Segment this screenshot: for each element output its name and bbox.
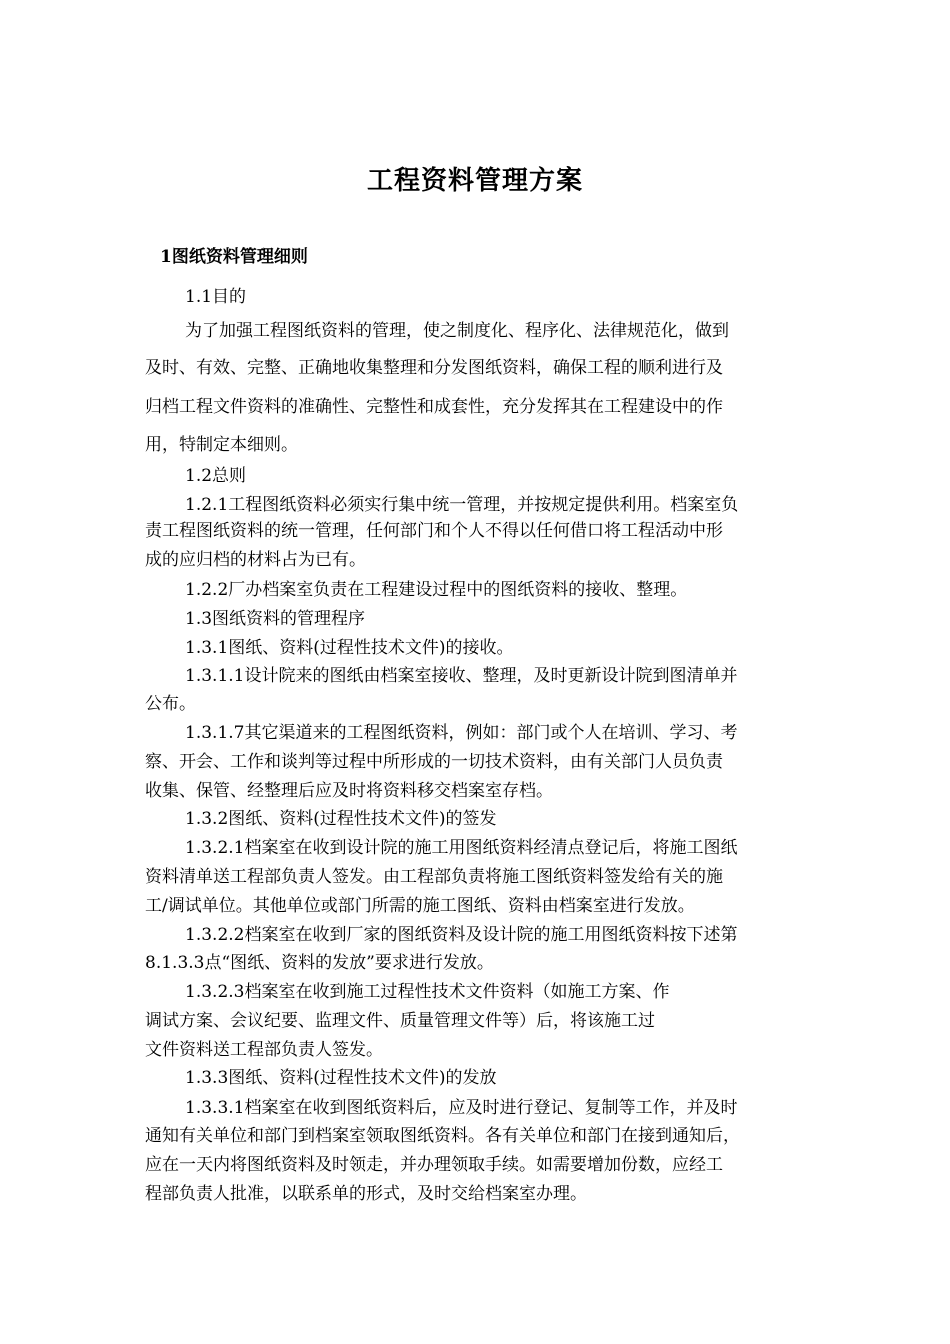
paragraph-line: 1.2.1工程图纸资料必须实行集中统一管理，并按规定提供利用。档案室负: [185, 495, 739, 515]
paragraph-line: 1.3.1.7其它渠道来的工程图纸资料，例如：部门或个人在培训、学习、考: [185, 723, 738, 743]
paragraph-line: 成的应归档的材料占为已有。: [145, 550, 366, 570]
paragraph-line: 资料清单送工程部负责人签发。由工程部负责将施工图纸资料签发给有关的施: [145, 867, 723, 887]
paragraph-line: 1.2.2厂办档案室负责在工程建设过程中的图纸资料的接收、整理。: [185, 580, 688, 600]
paragraph-line: 1.3.2.2档案室在收到厂家的图纸资料及设计院的施工用图纸资料按下述第: [185, 925, 738, 945]
subheading-procedure: 1.3图纸资料的管理程序: [185, 609, 366, 629]
paragraph-line: 文件资料送工程部负责人签发。: [145, 1040, 383, 1060]
section-heading: 1图纸资料管理细则: [160, 247, 308, 267]
paragraph-line: 程部负责人批准，以联系单的形式，及时交给档案室办理。: [145, 1184, 587, 1204]
subheading-distribution: 1.3.3图纸、资料(过程性技术文件)的发放: [185, 1068, 497, 1088]
paragraph-line: 责工程图纸资料的统一管理，任何部门和个人不得以任何借口将工程活动中形: [145, 521, 723, 541]
paragraph-line: 8.1.3.3点“图纸、资料的发放”要求进行发放。: [145, 953, 494, 973]
paragraph-line: 通知有关单位和部门到档案室领取图纸资料。各有关单位和部门在接到通知后，: [145, 1126, 740, 1146]
paragraph-line: 察、开会、工作和谈判等过程中所形成的一切技术资料，由有关部门人员负责: [145, 752, 723, 772]
paragraph-line: 调试方案、会议纪要、监理文件、质量管理文件等）后，将该施工过: [145, 1011, 655, 1031]
paragraph-line: 为了加强工程图纸资料的管理，使之制度化、程序化、法律规范化，做到: [185, 321, 729, 341]
subheading-general: 1.2总则: [185, 466, 247, 486]
paragraph-line: 公布。: [145, 694, 196, 714]
document-title: 工程资料管理方案: [366, 166, 583, 196]
paragraph-line: 1.3.2.3档案室在收到施工过程性技术文件资料（如施工方案、作: [185, 982, 670, 1002]
paragraph-line: 1.3.2.1档案室在收到设计院的施工用图纸资料经清点登记后，将施工图纸: [185, 838, 738, 858]
paragraph-line: 用，特制定本细则。: [145, 435, 298, 455]
paragraph-line: 1.3.3.1档案室在收到图纸资料后，应及时进行登记、复制等工作，并及时: [185, 1098, 738, 1118]
paragraph-line: 应在一天内将图纸资料及时领走，并办理领取手续。如需要增加份数，应经工: [145, 1155, 723, 1175]
paragraph-line: 归档工程文件资料的准确性、完整性和成套性，充分发挥其在工程建设中的作: [145, 397, 723, 417]
paragraph-line: 工/调试单位。其他单位或部门所需的施工图纸、资料由档案室进行发放。: [145, 896, 695, 916]
paragraph-line: 1.3.1.1设计院来的图纸由档案室接收、整理，及时更新设计院到图清单并: [185, 666, 738, 686]
paragraph-line: 及时、有效、完整、正确地收集整理和分发图纸资料，确保工程的顺利进行及: [145, 358, 723, 378]
paragraph-line: 收集、保管、经整理后应及时将资料移交档案室存档。: [145, 781, 553, 801]
subheading-purpose: 1.1目的: [185, 287, 247, 307]
subheading-receive: 1.3.1图纸、资料(过程性技术文件)的接收。: [185, 638, 514, 658]
subheading-signoff: 1.3.2图纸、资料(过程性技术文件)的签发: [185, 809, 497, 829]
